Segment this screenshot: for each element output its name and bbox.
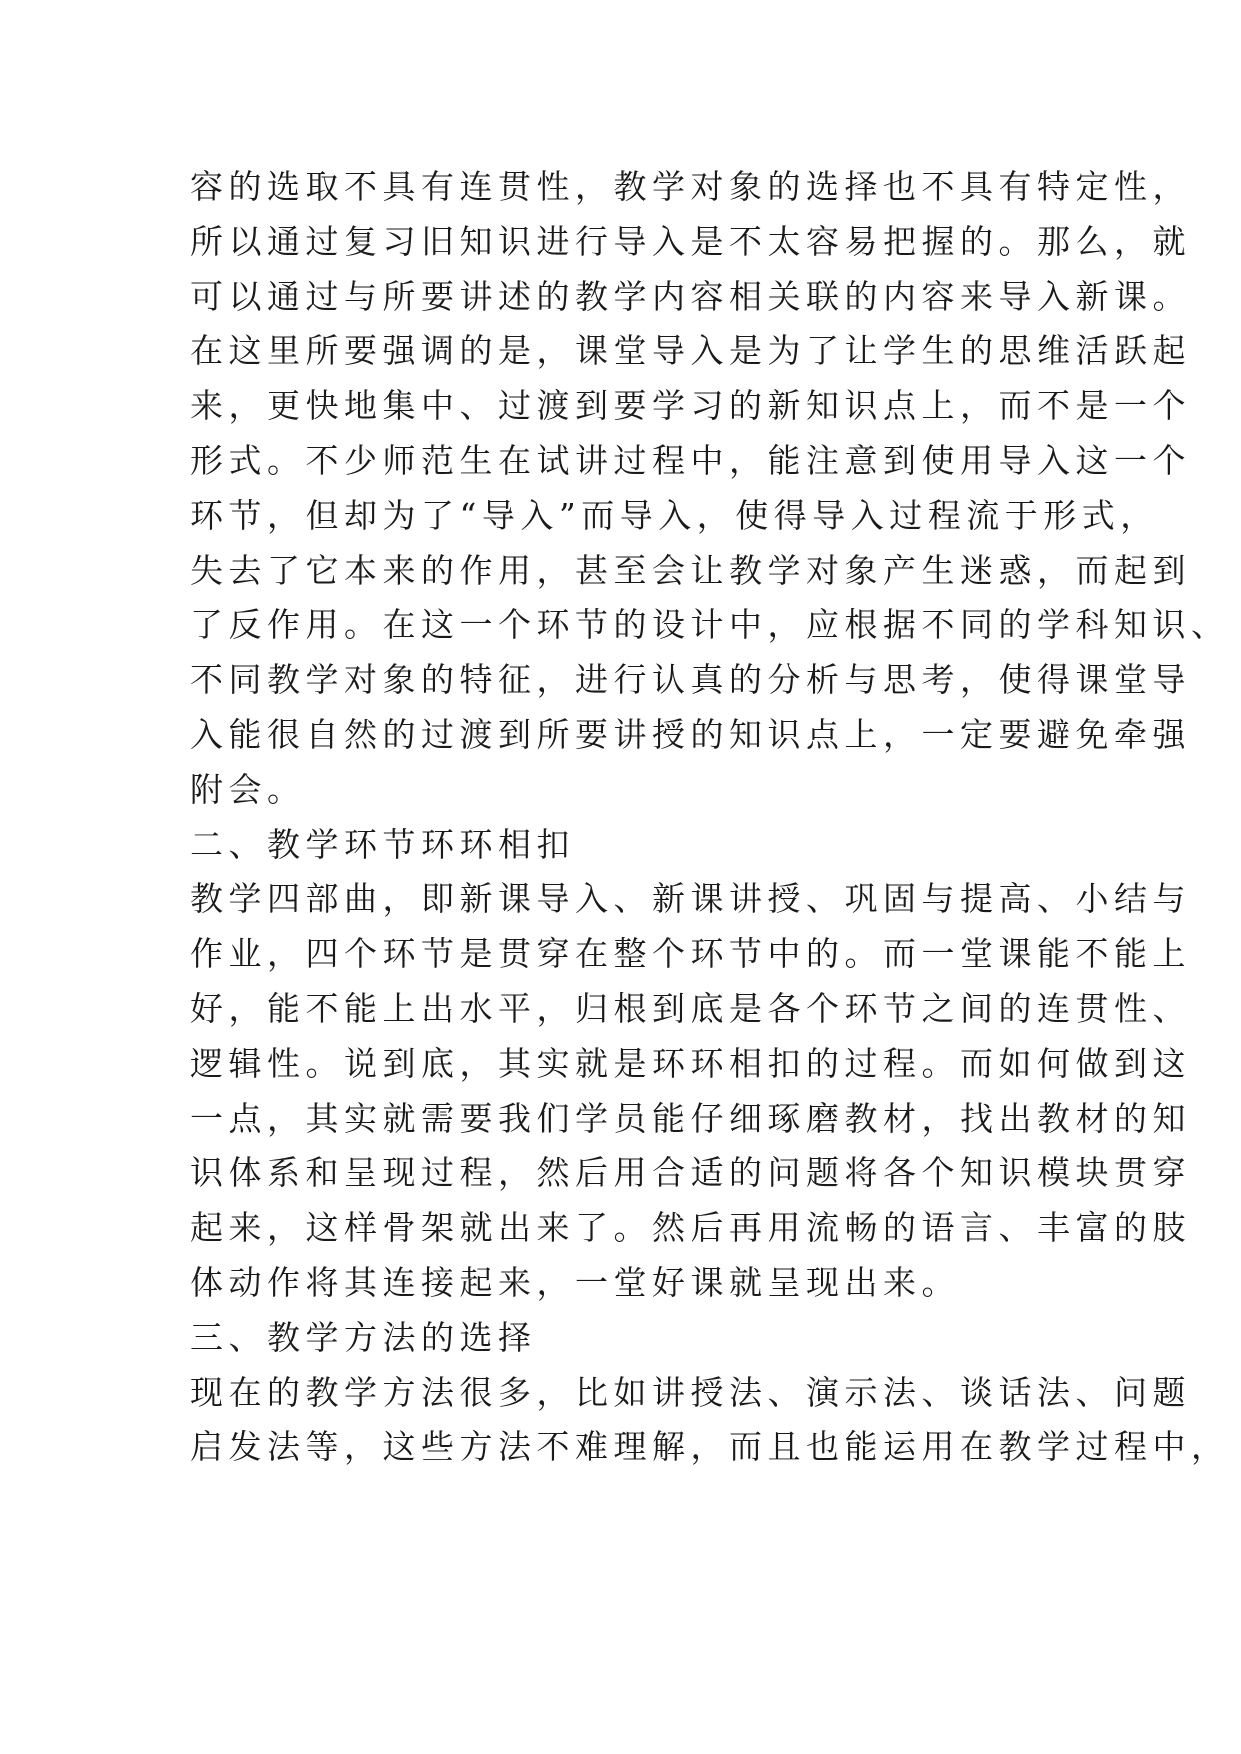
text-line: 附会。	[190, 769, 306, 809]
text-line: 好，能不能上出水平，归根到底是各个环节之间的连贯性、	[190, 988, 1191, 1028]
text-line: 所以通过复习旧知识进行导入是不太容易把握的。那么，就	[190, 221, 1191, 261]
text-line: 教学四部曲，即新课导入、新课讲授、巩固与提高、小结与	[190, 879, 1191, 919]
text-line: 容的选取不具有连贯性，教学对象的选择也不具有特定性，	[190, 167, 1191, 206]
text-line: 作业，四个环节是贯穿在整个环节中的。而一堂课能不能上	[190, 934, 1191, 974]
text-line: 不同教学对象的特征，进行认真的分析与思考，使得课堂导	[190, 660, 1191, 700]
text-line: 入能很自然的过渡到所要讲授的知识点上，一定要避免牵强	[190, 714, 1191, 754]
text-line: 来，更快地集中、过渡到要学习的新知识点上，而不是一个	[190, 386, 1191, 426]
text-line: 体动作将其连接起来，一堂好课就呈现出来。	[190, 1262, 960, 1302]
text-line: 一点，其实就需要我们学员能仔细琢磨教材，找出教材的知	[190, 1098, 1191, 1138]
text-line: 环节，但却为了“导入”而导入，使得导入过程流于形式，	[190, 495, 1159, 535]
text-line: 现在的教学方法很多，比如讲授法、演示法、谈话法、问题	[190, 1372, 1191, 1412]
text-line: 可以通过与所要讲述的教学内容相关联的内容来导入新课。	[190, 276, 1191, 316]
text-line: 启发法等，这些方法不难理解，而且也能运用在教学过程中，	[190, 1427, 1230, 1467]
text-line: 在这里所要强调的是，课堂导入是为了让学生的思维活跃起	[190, 331, 1191, 371]
document-body	[190, 160, 1230, 1475]
text-line: 起来，这样骨架就出来了。然后再用流畅的语言、丰富的肢	[190, 1208, 1191, 1248]
text-line: 识体系和呈现过程，然后用合适的问题将各个知识模块贯穿	[190, 1153, 1191, 1193]
text-line: 逻辑性。说到底，其实就是环环相扣的过程。而如何做到这	[190, 1043, 1191, 1083]
section-heading: 二、教学环节环环相扣	[190, 824, 575, 864]
text-line: 了反作用。在这一个环节的设计中，应根据不同的学科知识、	[190, 605, 1230, 645]
text-line: 失去了它本来的作用，甚至会让教学对象产生迷惑，而起到	[190, 550, 1191, 590]
text-line: 形式。不少师范生在试讲过程中，能注意到使用导入这一个	[190, 440, 1191, 480]
section-heading: 三、教学方法的选择	[190, 1317, 537, 1357]
